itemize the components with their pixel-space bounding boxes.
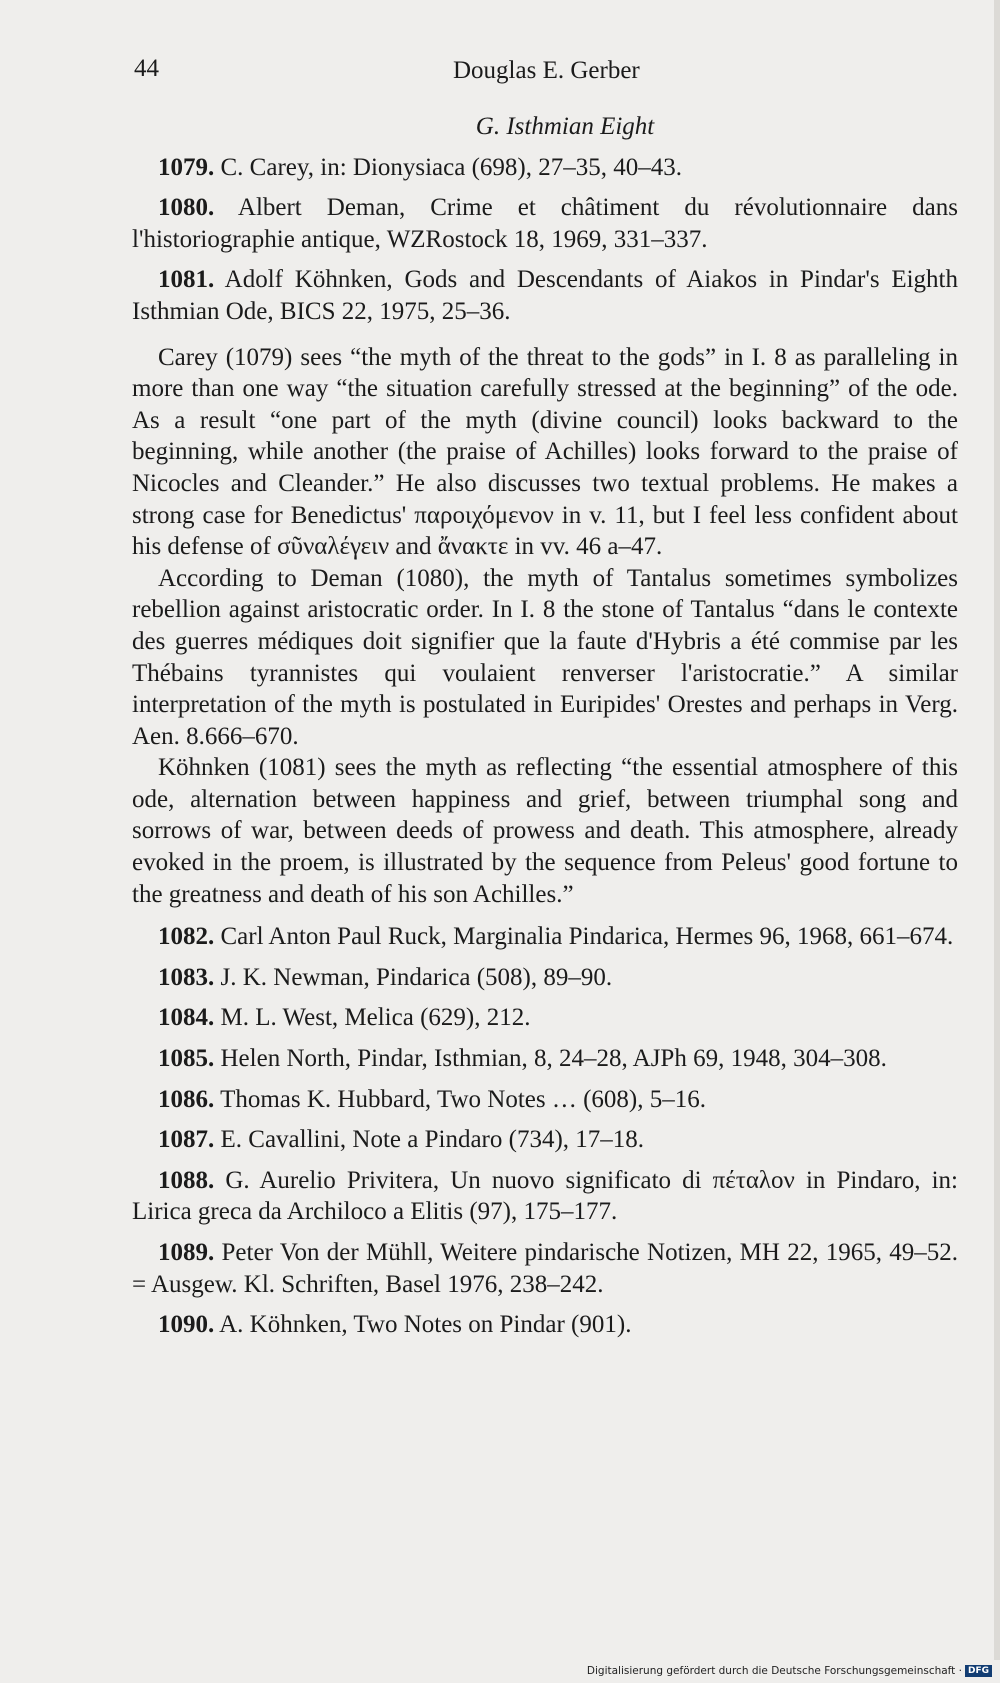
entry-number: 1087. xyxy=(158,1126,215,1154)
commentary-paragraph: According to Deman (1080), the myth of Tantalus sometimes symbolizes rebellion against aristocratic order. In I. 8 the stone of Tantalus “dans le contexte des guerres médiques doit signifier que la faute d'Hybris a été commise par les Thébains tyrannistes qui voulaient renverser l'aristocratie.” A similar interpretation of the myth is postulated in Euripides' Orestes and perhaps in Verg. Aen. 8.666–670. xyxy=(132,564,958,750)
entry-number: 1084. xyxy=(158,1004,215,1032)
entry-text: Helen North, Pindar, Isthmian, 8, 24–28, AJPh 69, 1948, 304–308. xyxy=(220,1045,887,1073)
bibliography-entry xyxy=(132,192,958,255)
page-edge xyxy=(994,0,1000,1660)
bibliography-entry xyxy=(132,1084,958,1116)
page-header xyxy=(0,55,1000,89)
footer-credit: Digitalisierung gefördert durch die Deutsche Forschungsgemeinschaft · xyxy=(586,1665,962,1677)
page-body xyxy=(132,111,958,1341)
entry-number: 1088. xyxy=(158,1166,215,1194)
bibliography-entry xyxy=(132,921,958,953)
bibliography-entry xyxy=(132,264,958,327)
entry-number: 1090. xyxy=(158,1311,215,1339)
entry-number: 1079. xyxy=(158,153,215,181)
bibliography-entry xyxy=(132,1124,958,1156)
entry-text: A. Köhnken, Two Notes on Pindar (901). xyxy=(219,1311,632,1339)
page-number: 44 xyxy=(134,55,159,82)
dfg-logo: DFG xyxy=(965,1665,992,1677)
entry-text: J. K. Newman, Pindarica (508), 89–90. xyxy=(220,963,613,991)
entry-number: 1086. xyxy=(158,1085,215,1113)
bibliography-group-a xyxy=(132,152,958,328)
bibliography-entry xyxy=(132,1043,958,1075)
commentary-paragraph: Carey (1079) sees “the myth of the threat to the gods” in I. 8 as paralleling in more than one way “the situation carefully stressed at the beginning” of the ode. As a result “one part of the myth (divine council) looks backward to the beginning, while another (the praise of Achilles) looks forward to the praise of Nicocles and Cleander.” He also discusses two textual problems. He makes a strong case for Benedictus' παροιχόμενον in v. 11, but I feel less confident about his defense of σῦναλέγειν and ἄνακτε in vv. 46 a–47. xyxy=(132,343,958,561)
entry-number: 1085. xyxy=(158,1045,215,1073)
entry-number: 1080. xyxy=(158,194,215,222)
entry-number: 1081. xyxy=(158,266,215,294)
entry-text: Carl Anton Paul Ruck, Marginalia Pindarica, Hermes 96, 1968, 661–674. xyxy=(220,923,954,951)
bibliography-entry xyxy=(132,1237,958,1300)
entry-text: M. L. West, Melica (629), 212. xyxy=(220,1004,531,1032)
entry-number: 1082. xyxy=(158,923,215,951)
entry-text: Peter Von der Mühll, Weitere pindarische Notizen, MH 22, 1965, 49–52. = Ausgew. Kl. Schriften, Basel 1976, 238–242. xyxy=(132,1239,959,1298)
entry-text: E. Cavallini, Note a Pindaro (734), 17–18. xyxy=(220,1126,645,1154)
digitization-footer xyxy=(587,1665,992,1677)
entry-number: 1083. xyxy=(158,963,215,991)
entry-number: 1089. xyxy=(158,1239,215,1266)
bibliography-entry xyxy=(132,1165,958,1228)
entry-text: C. Carey, in: Dionysiaca (698), 27–35, 40–43. xyxy=(220,153,682,181)
bibliography-entry xyxy=(132,1002,958,1034)
entry-text: Albert Deman, Crime et châtiment du révolutionnaire dans l'historiographie antique, WZRostock 18, 1969, 331–337. xyxy=(132,194,958,253)
entry-text: Adolf Köhnken, Gods and Descendants of Aiakos in Pindar's Eighth Isthmian Ode, BICS 22, 1975, 25–36. xyxy=(132,266,958,325)
running-head: Douglas E. Gerber xyxy=(453,57,640,84)
commentary-paragraph: Köhnken (1081) sees the myth as reflecting “the essential atmosphere of this ode, alternation between happiness and grief, between triumphal song and sorrows of war, between deeds of prowess and death. This atmosphere, already evoked in the proem, is illustrated by the sequence from Peleus' good fortune to the greatness and death of his son Achilles.” xyxy=(132,754,958,908)
entry-text: G. Aurelio Privitera, Un nuovo significato di πέταλον in Pindaro, in: Lirica greca da Archiloco a Elitis (97), 175–177. xyxy=(132,1166,958,1226)
section-title: G. Isthmian Eight xyxy=(475,113,655,140)
commentary xyxy=(132,342,958,911)
entry-text: Thomas K. Hubbard, Two Notes … (608), 5–16. xyxy=(220,1085,706,1113)
bibliography-entry xyxy=(132,1309,958,1341)
bibliography-entry xyxy=(132,962,958,994)
bibliography-entry xyxy=(132,152,958,184)
bibliography-group-b xyxy=(132,921,958,1341)
